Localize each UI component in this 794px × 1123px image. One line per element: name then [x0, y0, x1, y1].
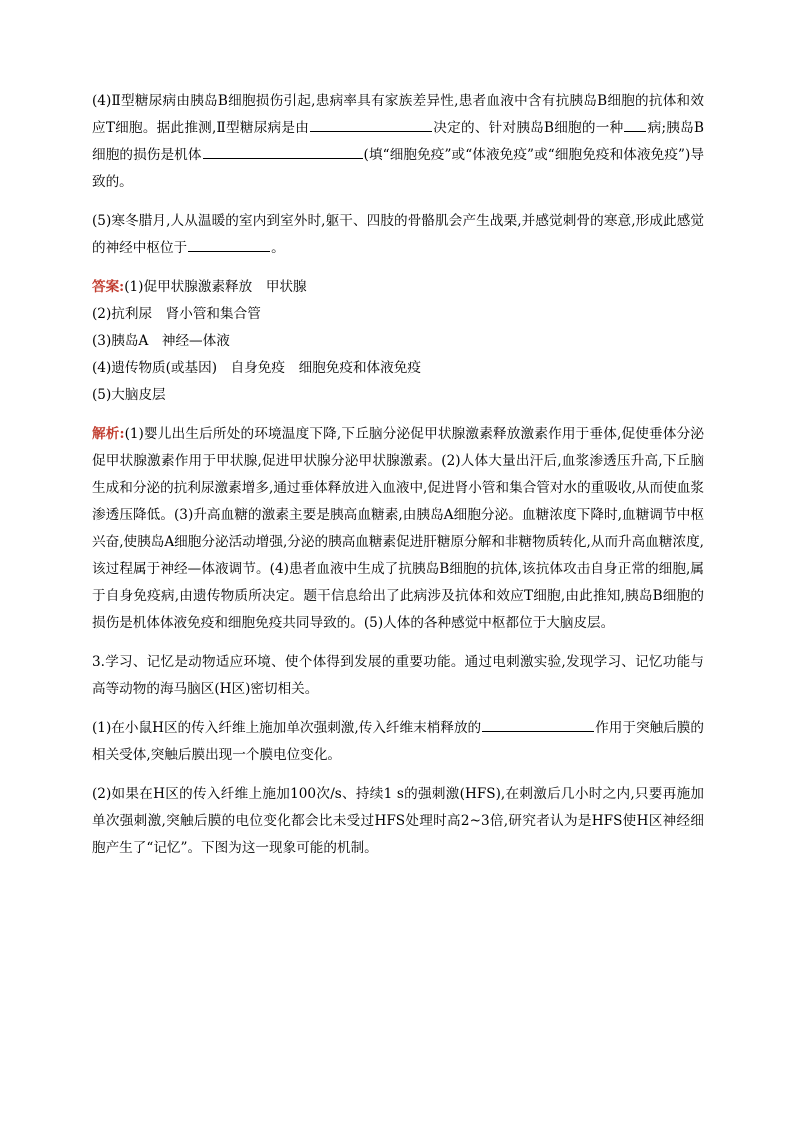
- answer-text-1: (1)促甲状腺激素释放 甲状腺: [124, 279, 307, 295]
- answer-line-5: (5)大脑皮层: [92, 387, 166, 403]
- analysis-label: 解析:: [92, 426, 125, 442]
- question-3-sub-2: (2)如果在H区的传入纤维上施加100次/s、持续1 s的强刺激(HFS),在刺激后几小时之内,只要再施加单次强刺激,突触后膜的电位变化都会比未受过HFS处理时高2~3倍,研究者认为是HFS使H区神经细胞产生了“记忆”。下图为这一现象可能的机制。: [92, 786, 704, 856]
- question-3-sub-1: [92, 715, 704, 769]
- question-4-text-b: 决定的、针对胰岛B细胞的一种: [433, 120, 624, 136]
- analysis-section: [92, 421, 704, 637]
- question-5-text-a: (5)寒冬腊月,人从温暖的室内到室外时,躯干、四肢的骨骼肌会产生战栗,并感觉刺骨的寒意,形成此感觉的神经中枢位于: [92, 213, 704, 256]
- answer-line-3: (3)胰岛A 神经—体液: [92, 333, 230, 349]
- analysis-text: (1)婴儿出生后所处的环境温度下降,下丘脑分泌促甲状腺激素释放激素作用于垂体,促使垂体分泌促甲状腺激素作用于甲状腺,促进甲状腺分泌甲状腺激素。(2)人体大量出汗后,血浆渗透压升高,下丘脑生成和分泌的抗利尿激素增多,通过垂体释放进入血液中,促进肾小管和集合管对水的重吸收,从而使血浆渗透压降低。(3)升高血糖的激素主要是胰高血糖素,由胰岛A细胞分泌。血糖浓度下降时,血糖调节中枢兴奋,使胰岛A细胞分泌活动增强,分泌的胰高血糖素促进肝糖原分解和非糖物质转化,从而升高血糖浓度,该过程属于神经—体液调节。(4)患者血液中生成了抗胰岛B细胞的抗体,该抗体攻击自身正常的细胞,属于自身免疫病,由遗传物质所决定。题干信息给出了此病涉及抗体和效应T细胞,由此推知,胰岛B细胞的损伤是机体体液免疫和细胞免疫共同导致的。(5)人体的各种感觉中枢都位于大脑皮层。: [92, 426, 704, 631]
- question-4-text-d: (填“细胞免疫”或“体液免疫”或“细胞免疫和体液免疫”)导致的。: [92, 147, 704, 190]
- answer-label: 答案:: [92, 279, 125, 295]
- answer-blank[interactable]: [482, 716, 594, 732]
- question-4: [92, 88, 704, 196]
- document-page: [92, 88, 704, 862]
- answer-section: [92, 274, 704, 409]
- answer-blank[interactable]: [624, 116, 646, 132]
- answer-line-2: (2)抗利尿 肾小管和集合管: [92, 306, 261, 322]
- question-3-sub-1-text-b: 作用于突触后膜的相关受体,突触后膜出现一个膜电位变化。: [92, 720, 705, 763]
- answer-blank[interactable]: [188, 236, 270, 252]
- question-5: [92, 208, 704, 262]
- answer-line-1: [92, 274, 704, 301]
- question-5-text-b: 。: [271, 240, 285, 256]
- answer-blank[interactable]: [203, 143, 363, 159]
- question-4-text-a: (4)Ⅱ型糖尿病由胰岛B细胞损伤引起,患病率具有家族差异性,患者血液中含有抗胰岛B细胞的抗体和效应T细胞。据此推测,Ⅱ型糖尿病是由: [92, 93, 704, 136]
- question-4-text-c: 病;胰岛B细胞的损伤是机体: [92, 120, 704, 163]
- question-3-sub-1-text-a: (1)在小鼠H区的传入纤维上施加单次强刺激,传入纤维末梢释放的: [92, 720, 482, 736]
- question-3-intro: 3.学习、记忆是动物适应环境、使个体得到发展的重要功能。通过电刺激实验,发现学习、记忆功能与高等动物的海马脑区(H区)密切相关。: [92, 654, 704, 697]
- answer-blank[interactable]: [310, 116, 432, 132]
- answer-line-4: (4)遗传物质(或基因) 自身免疫 细胞免疫和体液免疫: [92, 360, 421, 376]
